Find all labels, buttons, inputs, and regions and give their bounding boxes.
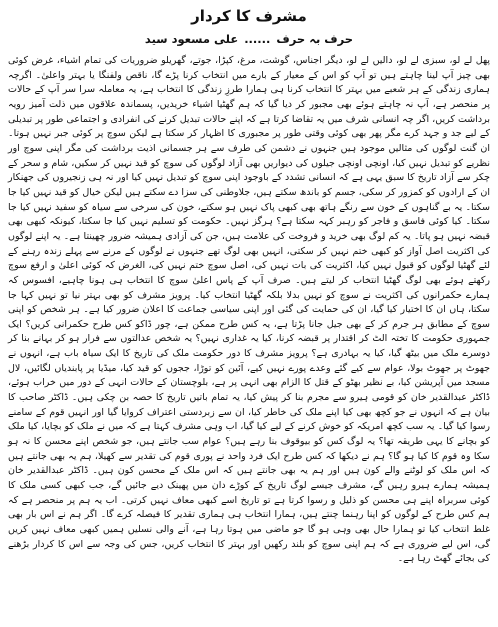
article-title: مشرف کا کردار [191,7,307,25]
body-paragraph: پھل لے لو، سبزی لے لو، دالیں لے لو، دیگر اجناس، گوشت، مرغ، کپڑا، جوتے، گھریلو ضروریات کی تمام اشیاء، غرض کوئی بھی چیز آپ لینا چاہتے ہیں تو آپ کو اس کے معیار کے بارے میں انتخاب کرنا پڑے گا، ناقص ولفنگا یا بہتر واعلیٰ۔ اگرچہ ہماری زندگی کے ہر شعبے میں بہتر کا انتخاب کرنا ہی ہمارا طرزِ زندگی کا انتخاب ہے، یہ معاملہ سرا سر آپ کے حالات پر منحصر ہے، آپ نہ چاہتے ہوئے بھی مجبور کر دیا گیا کہ ہم گھٹیا اشیاء خریدیں، پسماندہ علاقوں میں ذلت آمیز رویہ برداشت کریں، اگر چہ انسانی شرف میں یہ تقاضا کرتا ہے کہ اپنے حالات تبدیل کرنے کی انفرادی و اجتماعی طور پر تبدیلی کے لیے جد و جہد کرے مگر پھر بھی کوئی وقتی طور پر مجبوری کا اظہار کر سکتا ہے لیکن سوچ پر کوئی جبر نہیں ہوتا۔ ان گنت لوگوں کی مثالیں موجود ہیں جنہوں نے دشمن کی طرف سے ہر جسمانی اذیت برداشت کی مگر اپنی سوچ اور نظریے کو تبدیل نہیں کیا، اونچی اونچی جیلوں کی دیواریں بھی آزاد لوگوں کی سوچ کو قید نہیں کر سکیں، شام و سحر کے چکر سے آزاد تاریخ کا سبق یہی ہے کہ انسانی تشدد کے باوجود اپنی سوچ کو تبدیل نہیں کیا اور نہ ہی زنجیروں کی جھنکار ان کے ارادوں کو کمزور کر سکی، جسم کو باندھ سکتے ہیں، جلاوطنی کی سزا دے سکتے ہیں لیکن خیال کو قید نہیں کیا جا سکتا۔ یہ بے گناہوں کے خون سے رنگے ہاتھ بھی کبھی پاک نہیں ہو سکتے، خون کی سرخی سے سیاہ کو سفید نہیں کیا جا سکتا۔ کیا کوئی فاسق و فاجر کو رہبر کہہ سکتا ہے؟ ہرگز نہیں۔ حکومت کو تسلیم نہیں کیا جا سکتا، کیونکہ کبھی بھی قبضہ نہیں ہو پاتا۔ یہ کم لوگ بھی خرید و فروخت کی علامت ہیں، جن کی آزادی ہمیشہ ضرور چھینتا ہے۔ یہ اپنے لوگوں کی اکثریت اصل آواز کو کبھی ختم نہیں کر سکتی، انہیں بھی لوگ تھے جنہوں نے لوگوں کے مرنے سے پہلے زندہ رہنے کے لئے گھٹیا لوگوں کو قبول نہیں کیا، اکثریت کی بات نہیں کی، اصل سوچ ختم نہیں کی، الغرض کہ کوئی اعلیٰ و ارفع سوچ رکھتے ہوئے بھی لوگ گھٹیا انتخاب کر لیتے ہیں۔ صرف آپ کے پاس اعلیٰ سوچ کا انتخاب ہی ہونا چاہیے، افسوس کہ ہمارے حکمرانوں کی اکثریت نے سوچ کو نہیں بدلا بلکہ گھٹیا انتخاب کیا۔ پرویز مشرف کو بھی بہتر نیا تو نہیں کہا جا سکتا، ہاں ان کا اختیار کیا گیا، ان کی حمایت کی گئی اور اپنی سیاسی جماعت کا اعلان ضرور کیا ہے۔ ہر شخص کو اپنی سوچ کے مطابق ہر جرم کر کے بھی جیل جانا پڑتا ہے، یہ کس طرح ممکن ہے، چور ڈاکو کس طرح حکمرانی کریں؟ ایک جمہوری حکومت کا تختہ الٹ کر اقتدار پر قبضہ کرنا، کیا یہ غداری نہیں؟ یہ شخص عدالتوں سے فرار ہو کر بہانے بنا کر دوسرے ملک میں بیٹھ گیا، کیا یہ بہادری ہے؟ پرویز مشرف کا دور حکومت ملک کی تاریخ کا ایک سیاہ باب ہے، انہوں نے جھوٹ پر جھوٹ بولا، عوام سے کیے گئے وعدے پورے نہیں کیے، آئین کو توڑا، ججوں کو قید کیا، میڈیا پر پابندیاں لگائیں، لال مسجد میں آپریشن کیا، بے نظیر بھٹو کے قتل کا الزام بھی انہی پر ہے، بلوچستان کے حالات انہی کے دور میں خراب ہوئے، ڈاکٹر عبدالقدیر خان کو قومی ہیرو سے مجرم بنا کر پیش کیا، یہ تمام باتیں تاریخ کا حصہ بن چکی ہیں۔ ڈاکٹر صاحب کا بیان ہے کہ انہوں نے جو کچھ بھی کیا اپنے ملک کی خاطر کیا، ان سے زبردستی اعتراف کروایا گیا اور انہیں قوم کے سامنے رسوا کیا گیا۔ یہ سب کچھ امریکہ کو خوش کرنے کے لیے کیا گیا، اب وہی مشرف کہتا ہے کہ میں نے ملک کو بچایا، کیا ملک کو بچانے کا یہی طریقہ تھا؟ یہ لوگ کس کو بیوقوف بنا رہے ہیں؟ عوام سب جانتے ہیں، جو شخص اپنے محسن کا نہ ہو سکا وہ قوم کا کیا ہو گا؟ ہم نے دیکھا کہ کس طرح ایک فرد واحد نے پوری قوم کی تقدیر سے کھیلا، ہم یہ بھی جانتے ہیں کہ اس ملک کو لوٹنے والے کون ہیں اور ہم یہ بھی جانتے ہیں کہ اس ملک کے محسن کون ہیں۔ ڈاکٹر عبدالقدیر خان ہمیشہ ہمارے ہیرو رہیں گے، مشرف جیسے لوگ تاریخ کے کوڑے دان میں پھینک دیے جائیں گے، جب کبھی کسی ملک کا کوئی سربراہ اپنے ہی محسن کو ذلیل و رسوا کرتا ہے تو تاریخ اسے کبھی معاف نہیں کرتی۔ اب یہ ہم پر منحصر ہے کہ ہم کس طرح کے لوگوں کو اپنا رہنما چنتے ہیں، ہمارا انتخاب ہی ہماری تقدیر کا فیصلہ کرے گا۔ اگر ہم نے اس بار بھی غلط انتخاب کیا تو ہمارا حال بھی وہی ہو گا جو ماضی میں ہوتا رہا ہے، آنے والی نسلیں ہمیں کبھی معاف نہیں کریں گی، اس لیے ضروری ہے کہ ہم اپنی سوچ کو بلند رکھیں اور بہتر کا انتخاب کریں، جس کی وجہ سے اس کا کردار بڑھنے کی بجائے گھٹ رہا ہے۔ [8,55,490,565]
byline-separator: ...... [244,32,271,46]
byline [8,30,490,48]
column-name: حرف بہ حرف [276,32,354,46]
author-name: علی مسعود سید [144,32,239,46]
article-body [8,54,490,567]
